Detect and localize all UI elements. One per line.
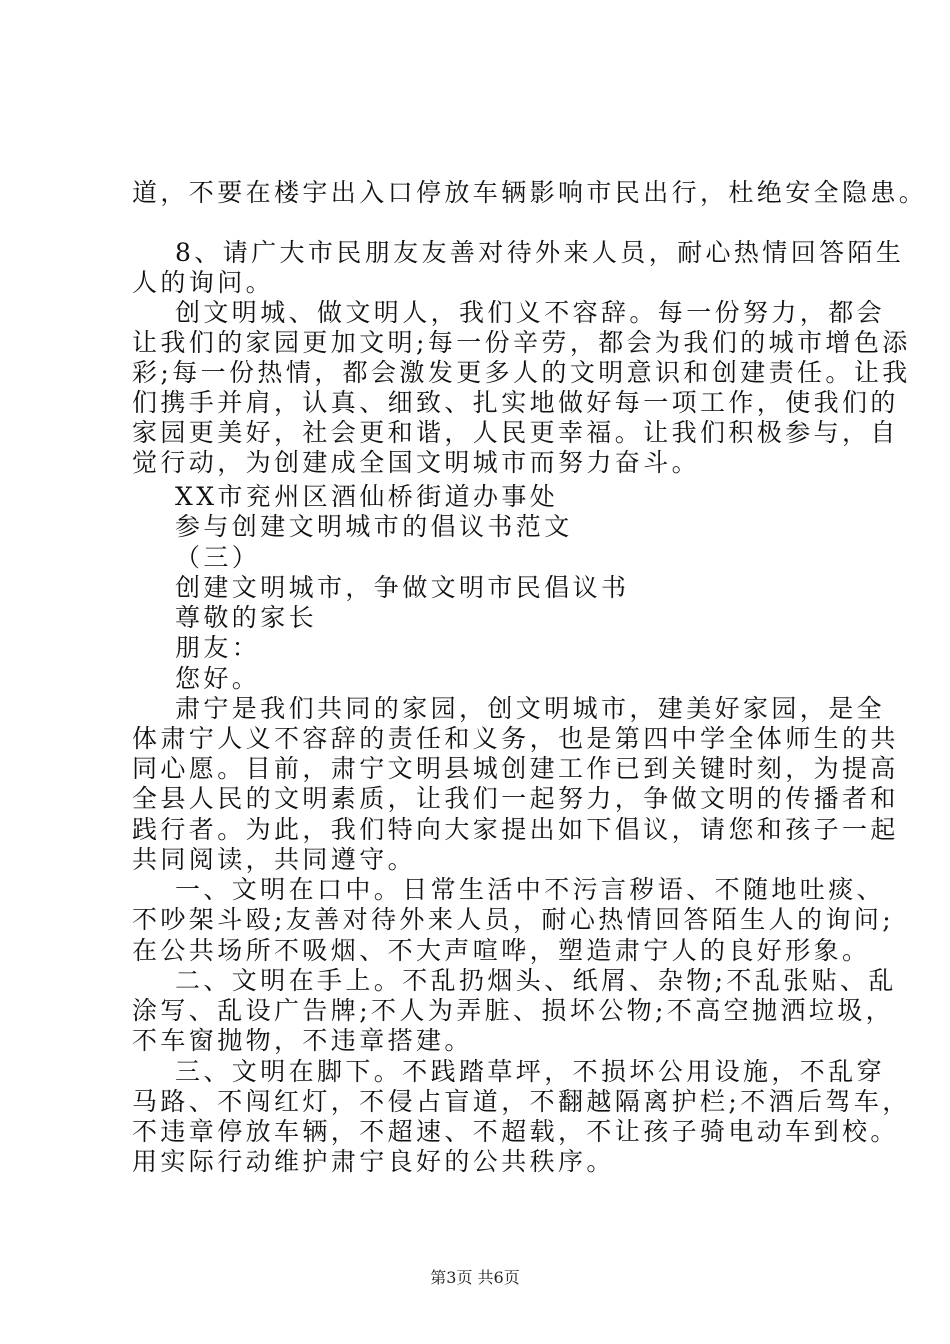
section-title: 参与创建文明城市的倡议书范文 [175,512,573,541]
text-line: 二、文明在手上。不乱扔烟头、纸屑、杂物;不乱张贴、乱 [175,966,897,995]
text-line: 让我们的家园更加文明;每一份辛劳，都会为我们的城市增色添 [132,328,911,357]
text-line: 彩;每一份热情，都会激发更多人的文明意识和创建责任。让我 [132,358,911,387]
signature-line: XX市兖州区酒仙桥街道办事处 [175,482,559,511]
text-line: 共同阅读，共同遵守。 [132,845,417,874]
text-line: 不违章停放车辆，不超速、不超载，不让孩子骑电动车到校。 [132,1117,899,1146]
text-line: 践行者。为此，我们特向大家提出如下倡议，请您和孩子一起 [132,815,899,844]
text-line: 马路、不闯红灯，不侵占盲道，不翻越隔离护栏;不酒后驾车， [132,1087,911,1116]
text-line: 三、文明在脚下。不践踏草坪，不损坏公用设施，不乱穿 [175,1057,886,1086]
text-line: 不车窗抛物，不违章搭建。 [132,1026,473,1055]
section-number: （三） [175,543,261,572]
text-line: 不吵架斗殴;友善对待外来人员，耐心热情回答陌生人的询问; [132,905,895,934]
text-line: 体肃宁人义不容辞的责任和义务，也是第四中学全体师生的共 [132,724,899,753]
text-line: 用实际行动维护肃宁良好的公共秩序。 [132,1147,615,1176]
document-title: 创建文明城市，争做文明市民倡议书 [175,573,630,602]
page-number: 第3页 共6页 [430,1268,520,1287]
text-line: 觉行动，为创建成全国文明城市而努力奋斗。 [132,448,701,477]
text-line: 人的询问。 [132,268,275,297]
salutation: 朋友： [175,633,261,662]
text-line: 肃宁是我们共同的家园，创文明城市，建美好家园，是全 [175,694,886,723]
greeting: 您好。 [175,664,261,693]
text-line: 们携手并肩，认真、细致、扎实地做好每一项工作，使我们的 [132,388,899,417]
text-line: 家园更美好，社会更和谐，人民更幸福。让我们积极参与，自 [132,418,899,447]
text-line: 8、请广大市民朋友友善对待外来人员，耐心热情回答陌生 [175,238,905,267]
text-line: 全县人民的文明素质，让我们一起努力，争做文明的传播者和 [132,784,899,813]
text-line: 道，不要在楼宇出入口停放车辆影响市民出行，杜绝安全隐患。 [132,178,928,207]
text-line: 在公共场所不吸烟、不大声喧哗，塑造肃宁人的良好形象。 [132,936,871,965]
text-line: 涂写、乱设广告牌;不人为弄脏、损坏公物;不高空抛洒垃圾， [132,996,895,1025]
text-line: 创文明城、做文明人，我们义不容辞。每一份努力，都会 [175,298,886,327]
salutation: 尊敬的家长 [175,603,318,632]
text-line: 同心愿。目前，肃宁文明县城创建工作已到关键时刻，为提高 [132,754,899,783]
text-line: 一、文明在口中。日常生活中不污言秽语、不随地吐痰、 [175,875,886,904]
